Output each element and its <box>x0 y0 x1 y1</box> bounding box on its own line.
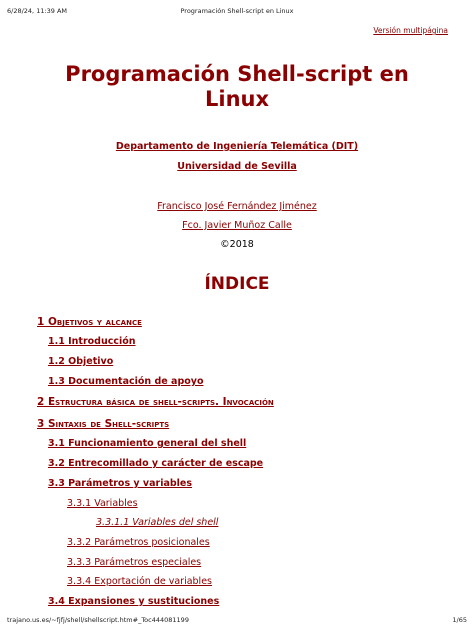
toc-item[interactable]: 3.3.4 Exportación de variables <box>67 576 212 587</box>
university-link[interactable]: Universidad de Sevilla <box>177 161 297 172</box>
department-link[interactable]: Departamento de Ingeniería Telemática (DIT) <box>115 141 359 152</box>
toc-item[interactable]: 3.3 Parámetros y variables <box>48 478 193 489</box>
toc-item[interactable]: 3.3.1.1 Variables del shell <box>96 517 219 528</box>
print-datetime: 6/28/24, 11:39 AM <box>7 7 68 15</box>
toc-item[interactable]: 3.3.2 Parámetros posicionales <box>67 537 210 548</box>
print-footer <box>7 616 467 626</box>
toc-item[interactable]: 3.2 Entrecomillado y carácter de escape <box>48 458 264 469</box>
toc-item[interactable]: 3.3.3 Parámetros especiales <box>67 557 202 568</box>
toc-item[interactable]: 1.1 Introducción <box>48 336 136 347</box>
print-page-title: Programación Shell-script en Linux <box>180 7 294 15</box>
copyright: ©2018 <box>220 239 254 250</box>
document-title: Programación Shell-script en Linux <box>65 62 409 111</box>
toc-item[interactable]: 1 Objetivos y alcance <box>37 316 142 328</box>
toc-item[interactable]: 1.2 Objetivo <box>48 356 114 367</box>
print-header <box>7 7 467 17</box>
toc-item[interactable]: 3.1 Funcionamiento general del shell <box>48 438 247 449</box>
author-link-2[interactable]: Fco. Javier Muñoz Calle <box>182 220 292 231</box>
author-link-1[interactable]: Francisco José Fernández Jiménez <box>157 201 317 212</box>
toc-item[interactable]: 3 Sintaxis de Shell-scripts <box>37 418 170 430</box>
multipage-version-link[interactable]: Versión multipágina <box>373 26 448 35</box>
print-page-number: 1/65 <box>452 616 467 624</box>
print-url: trajano.us.es/~fjfj/shell/shellscript.htm#_Toc444081199 <box>7 616 189 624</box>
index-heading: ÍNDICE <box>204 274 270 294</box>
toc-item[interactable]: 1.3 Documentación de apoyo <box>48 376 204 387</box>
toc-item[interactable]: 3.3.1 Variables <box>67 498 138 509</box>
toc-item[interactable]: 2 Estructura básica de shell-scripts. Invocación <box>37 396 274 408</box>
toc-item[interactable]: 3.4 Expansiones y sustituciones <box>48 596 220 607</box>
